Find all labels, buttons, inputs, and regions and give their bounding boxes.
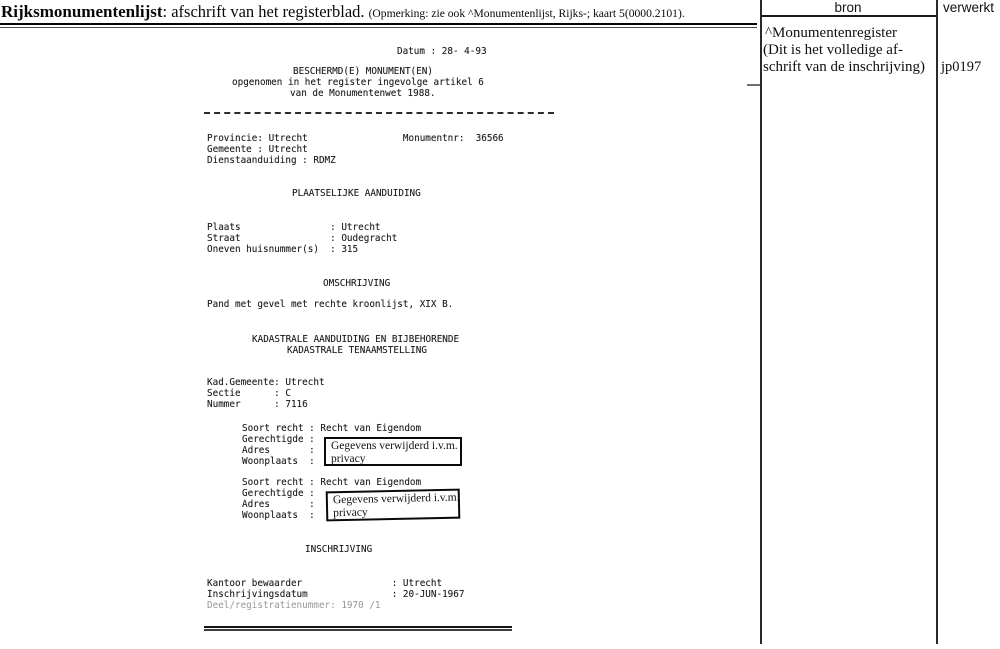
kad-gemeente-line: Kad.Gemeente: Utrecht (207, 377, 325, 388)
column-header-bron: bron (834, 0, 862, 15)
nummer-line: Nummer : 7116 (207, 399, 308, 410)
recht2-soort-line: Soort recht : Recht van Eigendom (242, 477, 422, 488)
recht2-gerechtigde-line: Gerechtigde : (242, 488, 315, 499)
section-kadastraal-line1: KADASTRALE AANDUIDING EN BIJBEHORENDE (252, 334, 460, 345)
recht2-adres-line: Adres : (242, 499, 315, 510)
header-rule (0, 23, 757, 28)
page-title (1, 2, 685, 22)
section-kadastraal-line2: KADASTRALE TENAAMSTELLING (287, 345, 427, 356)
recht1-adres-line: Adres : (242, 445, 315, 456)
recht1-gerechtigde-line: Gerechtigde : (242, 434, 315, 445)
privacy-text-line2: privacy (333, 506, 368, 519)
margin-tick-mark (747, 84, 760, 86)
gemeente-line: Gemeente : Utrecht (207, 144, 308, 155)
huisnummer-line: Oneven huisnummer(s) : 315 (207, 244, 359, 255)
privacy-text-line1: Gegevens verwijderd i.v.m. (331, 440, 458, 452)
deel-registratienummer-line: Deel/registratienummer: 1970 /1 (207, 600, 381, 611)
datum-line: Datum : 28- 4-93 (397, 46, 487, 57)
doc-heading-line1: BESCHERMD(E) MONUMENT(EN) (293, 66, 433, 77)
provincie-monumentnr-line: Provincie: Utrecht Monumentnr: 36566 (207, 133, 504, 144)
column-header-underline (761, 15, 937, 17)
column-header-verwerkt: verwerkt (943, 0, 995, 15)
privacy-text-line1: Gegevens verwijderd i.v.m. (332, 491, 460, 507)
straat-line: Straat : Oudegracht (207, 233, 398, 244)
privacy-redaction-box-1 (324, 437, 462, 466)
inschrijvingsdatum-line: Inschrijvingsdatum : 20-JUN-1967 (207, 589, 465, 600)
kantoor-bewaarder-line: Kantoor bewaarder : Utrecht (207, 578, 443, 589)
plaats-line: Plaats : Utrecht (207, 222, 381, 233)
privacy-text-line2: privacy (331, 452, 366, 465)
page-title-note: (Opmerking: zie ook ^Monumentenlijst, Rijks-; kaart 5(0000.2101). (368, 7, 685, 20)
doc-heading-line2: opgenomen in het register ingevolge artikel 6 (232, 77, 484, 88)
dashed-separator (204, 112, 554, 114)
omschrijving-text: Pand met gevel met rechte kroonlijst, XIX B. (207, 299, 454, 310)
recht1-soort-line: Soort recht : Recht van Eigendom (242, 423, 422, 434)
verwerkt-code: jp0197 (941, 59, 982, 75)
bron-source-line3: schrift van de inschrijving) (763, 59, 926, 75)
bron-source-line1: ^Monumentenregister (765, 25, 898, 41)
bottom-double-rule (204, 626, 512, 631)
dienstaanduiding-line: Dienstaanduiding : RDMZ (207, 155, 336, 166)
privacy-redaction-box-2 (326, 489, 461, 522)
page-title-term: Rijksmonumentenlijst (1, 2, 163, 21)
bron-source-line2: (Dit is het volledige af- (763, 42, 903, 58)
table-vertical-line-right (936, 0, 938, 644)
table-vertical-line-left (760, 0, 762, 644)
section-inschrijving: INSCHRIJVING (305, 544, 373, 555)
page-title-subtitle: : afschrift van het registerblad. (162, 2, 365, 21)
recht2-woonplaats-line: Woonplaats : (242, 510, 315, 521)
section-omschrijving: OMSCHRIJVING (323, 278, 391, 289)
doc-heading-line3: van de Monumentenwet 1988. (290, 88, 436, 99)
recht1-woonplaats-line: Woonplaats : (242, 456, 315, 467)
section-plaatselijke-aanduiding: PLAATSELIJKE AANDUIDING (292, 188, 421, 199)
sectie-line: Sectie : C (207, 388, 291, 399)
